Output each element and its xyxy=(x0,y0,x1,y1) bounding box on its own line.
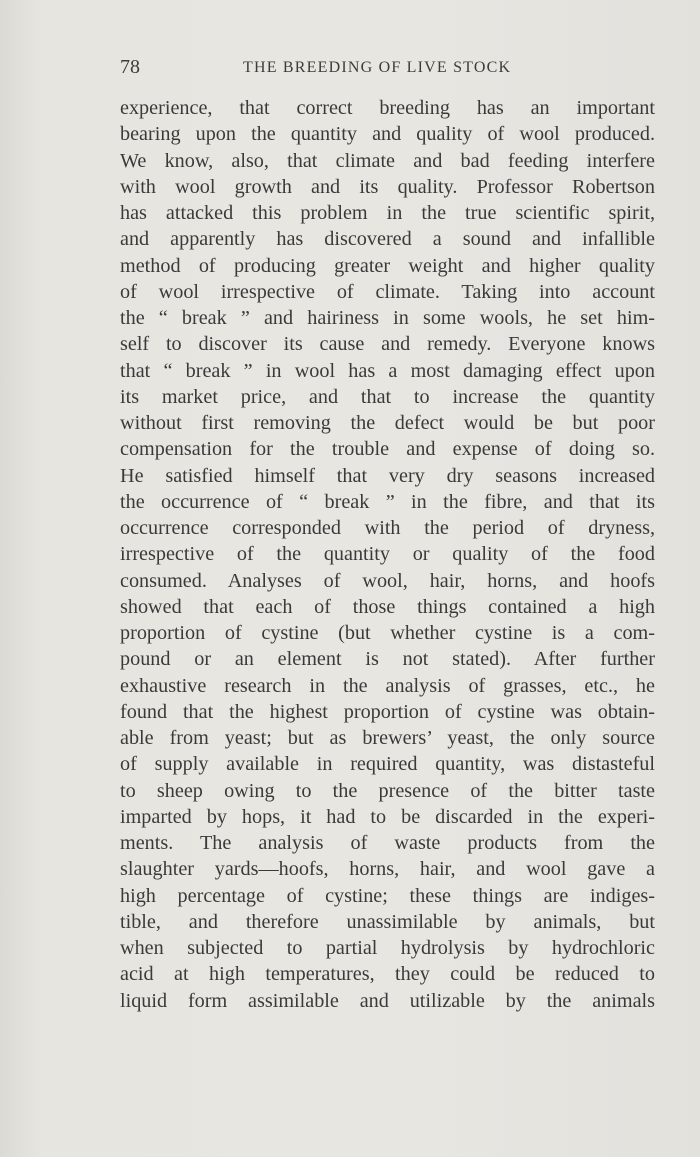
body-text xyxy=(120,95,655,1014)
text-line: has attacked this problem in the true scientific spirit, xyxy=(120,202,655,224)
text-line: with wool growth and its quality. Professor Robertson xyxy=(120,175,655,198)
text-line: high percentage of cystine; these things are indiges- xyxy=(120,884,655,907)
text-line: showed that each of those things contained a high xyxy=(120,595,655,618)
text-line: its market price, and that to increase the quantity xyxy=(120,385,655,408)
text-line: exhaustive research in the analysis of grasses, etc., he xyxy=(120,674,655,697)
text-line: imparted by hops, it had to be discarded in the experi- xyxy=(120,805,655,828)
text-line: the occurrence of “ break ” in the fibre, and that its xyxy=(120,490,655,513)
page-header xyxy=(120,56,655,82)
text-line: bearing upon the quantity and quality of wool produced. xyxy=(120,123,655,146)
text-line: He satisfied himself that very dry seasons increased xyxy=(120,464,655,487)
text-line: self to discover its cause and remedy. Everyone knows xyxy=(120,333,655,356)
text-line: experience, that correct breeding has an important xyxy=(120,97,655,119)
text-line: and apparently has discovered a sound and infallible xyxy=(120,228,655,251)
text-line: without first removing the defect would be but poor xyxy=(120,412,655,434)
text-line: the “ break ” and hairiness in some wools, he set him- xyxy=(120,307,655,329)
text-line: compensation for the trouble and expense of doing so. xyxy=(120,438,655,461)
text-line: We know, also, that climate and bad feeding interfere xyxy=(120,149,655,172)
text-line: acid at high temperatures, they could be reduced to xyxy=(120,963,655,986)
text-line: liquid form assimilable and utilizable by the animals xyxy=(120,989,655,1012)
text-line: slaughter yards—hoofs, horns, hair, and wool gave a xyxy=(120,858,655,881)
text-line: irrespective of the quantity or quality of the food xyxy=(120,543,655,566)
text-line: of wool irrespective of climate. Taking into account xyxy=(120,280,655,303)
text-line: that “ break ” in wool has a most damaging effect upon xyxy=(120,359,655,382)
text-line: able from yeast; but as brewers’ yeast, the only source xyxy=(120,727,655,749)
text-line: found that the highest proportion of cystine was obtain- xyxy=(120,700,655,723)
text-line: consumed. Analyses of wool, hair, horns, and hoofs xyxy=(120,569,655,592)
text-line: when subjected to partial hydrolysis by hydrochloric xyxy=(120,937,655,959)
text-line: method of producing greater weight and higher quality xyxy=(120,254,655,277)
text-line: pound or an element is not stated). After further xyxy=(120,648,655,671)
text-line: occurrence corresponded with the period of dryness, xyxy=(120,517,655,539)
text-line: tible, and therefore unassimilable by animals, but xyxy=(120,910,655,933)
text-line: ments. The analysis of waste products from the xyxy=(120,832,655,854)
running-head: THE BREEDING OF LIVE STOCK xyxy=(243,59,512,76)
text-line: proportion of cystine (but whether cystine is a com- xyxy=(120,622,655,644)
text-line: to sheep owing to the presence of the bitter taste xyxy=(120,779,655,802)
text-line: of supply available in required quantity, was distasteful xyxy=(120,753,655,776)
page-number: 78 xyxy=(120,56,140,78)
